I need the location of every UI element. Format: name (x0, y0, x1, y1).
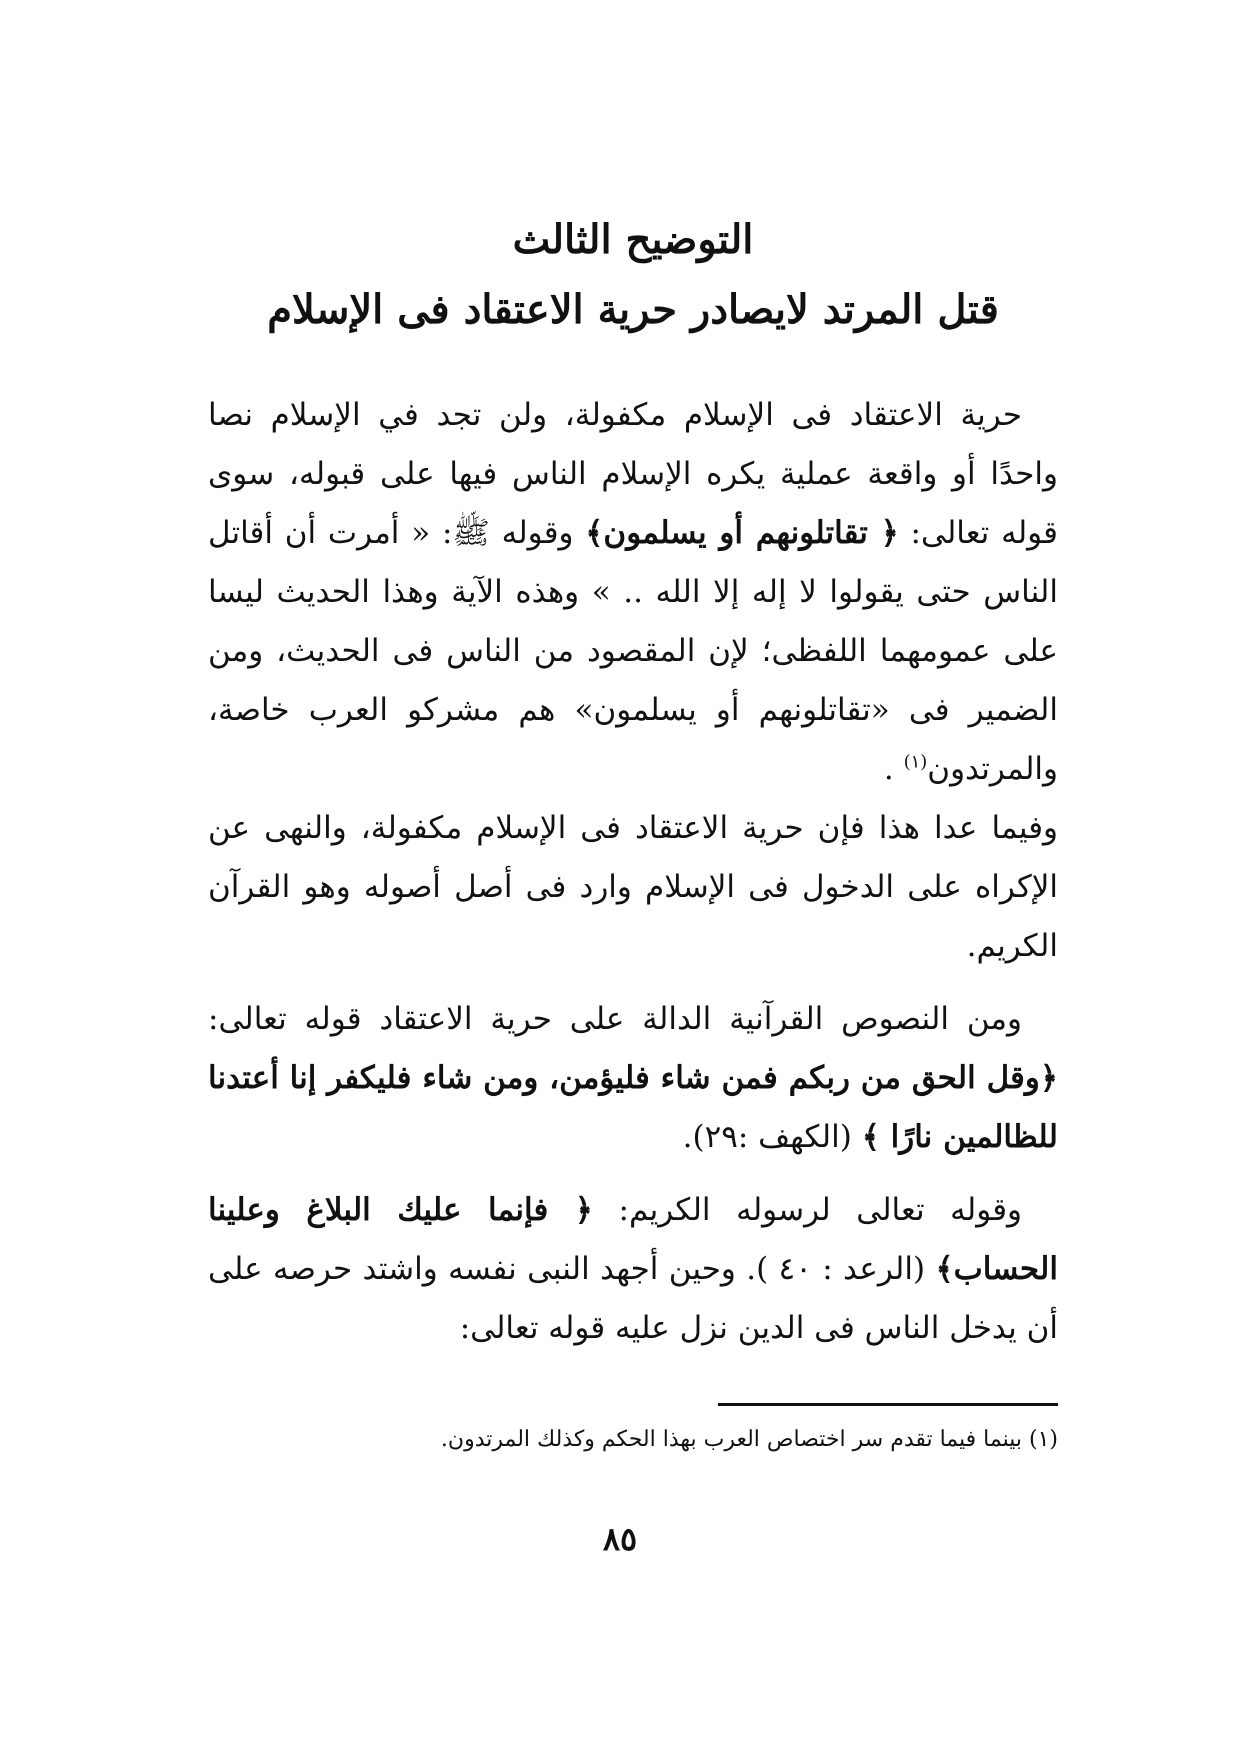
paragraph-1 (208, 386, 1058, 799)
paragraph-4-text-a: وقوله تعالى لرسوله الكريم: (592, 1192, 1022, 1228)
paragraph-1-text-d: . (883, 751, 904, 787)
section-title: التوضيح الثالث (512, 216, 754, 263)
quran-quote-1: ﴿ تقاتلونهم أو يسلمون﴾ (585, 515, 899, 551)
footnote-divider (718, 1403, 1058, 1406)
paragraph-3-text-c: (الكهف :٢٩). (682, 1119, 862, 1155)
page-body (208, 210, 1058, 1358)
paragraph-2: وفيما عدا هذا فإن حرية الاعتقاد فى الإسلام مكفولة، والنهى عن الإكراه على الدخول فى الإسلام وارد فى أصل أصوله وهو القرآن الكريم. (208, 810, 1058, 964)
footnote-reference: (١) (903, 751, 928, 773)
page-number: ٨٥ (602, 1520, 638, 1558)
paragraph-1-text-c: وقوله ﷺ: « أمرت أن أقاتل الناس حتى يقولوا لا إله إلا الله .. » وهذه الآية وهذا الحديث ليسا على عمومهما اللفظى؛ لإن المقصود من الناس فى الحديث، ومن الضمير فى «تقاتلونهم أو يسلمون» هم مشركو العرب خاصة، والمرتدون (208, 515, 1058, 787)
paragraph-4-text-c: (الرعد : ٤٠ ). وحين أجهد النبى نفسه واشتد حرصه على أن يدخل الناس فى الدين نزل عليه قوله تعالى: (208, 1251, 1058, 1346)
quran-quote-3: ﴿ فإنما عليك البلاغ وعلينا الحساب﴾ (208, 1192, 1058, 1287)
paragraph-3-text-a: ومن النصوص القرآنية الدالة على حرية الاعتقاد قوله تعالى: (208, 1001, 1022, 1037)
paragraph-4 (208, 1181, 1058, 1358)
paragraph-1-text-a: حرية الاعتقاد فى الإسلام مكفولة، ولن تجد في الإسلام نصا واحدًا أو واقعة عملية يكره الإسلام الناس فيها على قبوله، سوى قوله تعالى: (208, 397, 1058, 551)
quran-quote-2: ﴿وقل الحق من ربكم فمن شاء فليؤمن، ومن شاء فليكفر إنا أعتدنا للظالمين نارًا ﴾ (208, 1060, 1058, 1155)
paragraph-3 (208, 990, 1058, 1167)
section-subtitle: قتل المرتد لايصادر حرية الاعتقاد فى الإسلام (267, 286, 999, 333)
footnote: (١) بينما فيما تقدم سر اختصاص العرب بهذا الحكم وكذلك المرتدون. (440, 1427, 1058, 1452)
